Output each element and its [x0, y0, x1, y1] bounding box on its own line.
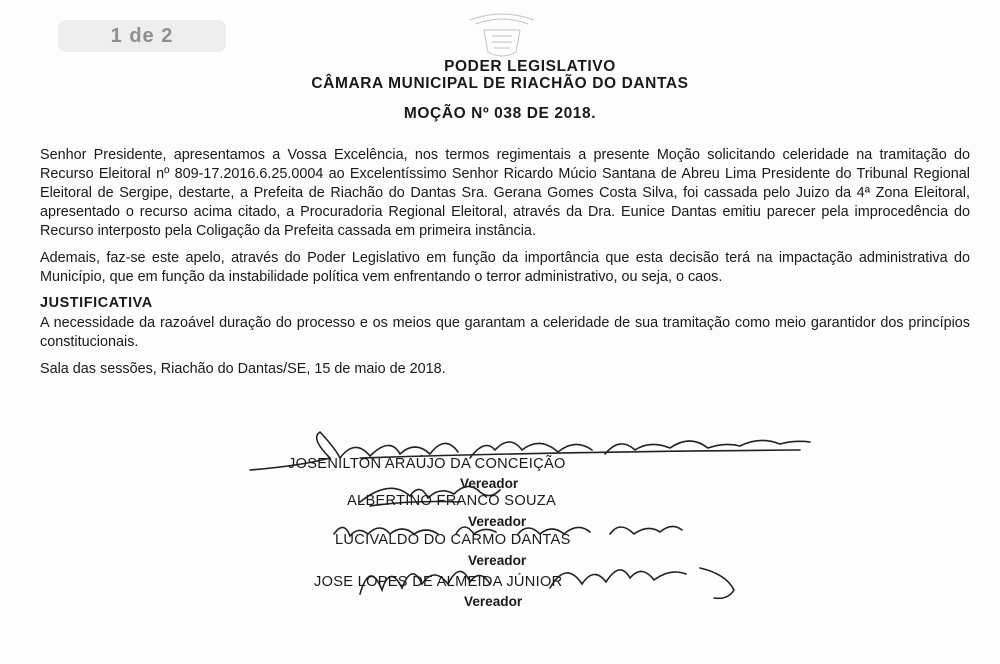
signature-block	[0, 428, 1000, 664]
coat-of-arms-icon	[462, 6, 542, 62]
signatory-role-4: Vereador	[464, 594, 523, 609]
paragraph-intro: Senhor Presidente, apresentamos a Vossa Excelência, nos termos regimentais a presente Moção solicitando celeridade na tramitação do Recurso Eleitoral nº 809-17.2016.6.25.0004 ao Excelentíssimo Senhor Ricardo Múcio Santana de Abreu Lima Presidente do Tribunal Regional Eleitoral de Sergipe, destarte, a Prefeita de Riachão do Dantas Sra. Gerana Gomes Costa Silva, foi cassada pelo Juizo da 4ª Zona Eleitoral, apresentado o recurso acima citado, a Procuradoria Regional Eleitoral, através da Dra. Eunice Dantas emitiu parecer pela improcedência do Recurso interposto pela Coligação da Prefeita cassada em primeira instância.	[40, 147, 970, 239]
header-line-2: CÂMARA MUNICIPAL DE RIACHÃO DO DANTAS	[311, 75, 689, 92]
header-line-1: PODER LEGISLATIVO	[444, 58, 616, 75]
signatory-role-1: Vereador	[460, 476, 519, 491]
signatory-role-3: Vereador	[468, 553, 527, 568]
signatory-role-2: Vereador	[468, 514, 527, 529]
session-date-line: Sala das sessões, Riachão do Dantas/SE, 15 de maio de 2018.	[40, 361, 446, 377]
page-counter: 1 de 2	[58, 20, 226, 52]
signatory-name-1: JOSENILTON ARAÚJO DA CONCEIÇÃO	[288, 456, 566, 472]
document-title: MOÇÃO Nº 038 DE 2018.	[403, 105, 597, 122]
justification-heading: JUSTIFICATIVA	[40, 295, 153, 311]
signatory-name-2: ALBERTINO FRANCO SOUZA	[347, 493, 557, 509]
paragraph-appeal: Ademais, faz-se este apelo, através do Poder Legislativo em função da importância que esta decisão terá na impactação administrativa do Município, que em função da instabilidade política vem enfrentando o terror administrativo, ou seja, o caos.	[40, 250, 970, 285]
signatory-name-4: JOSE LOPES DE ALMEIDA JÚNIOR	[314, 574, 563, 590]
signatory-name-3: LUCIVALDO DO CARMO DANTAS	[335, 532, 571, 548]
paragraph-justification: A necessidade da razoável duração do processo e os meios que garantam a celeridade de sua tramitação como meio garantidor dos princípios constitucionais.	[40, 315, 970, 350]
document-body	[40, 146, 970, 379]
document-header	[0, 58, 1000, 92]
